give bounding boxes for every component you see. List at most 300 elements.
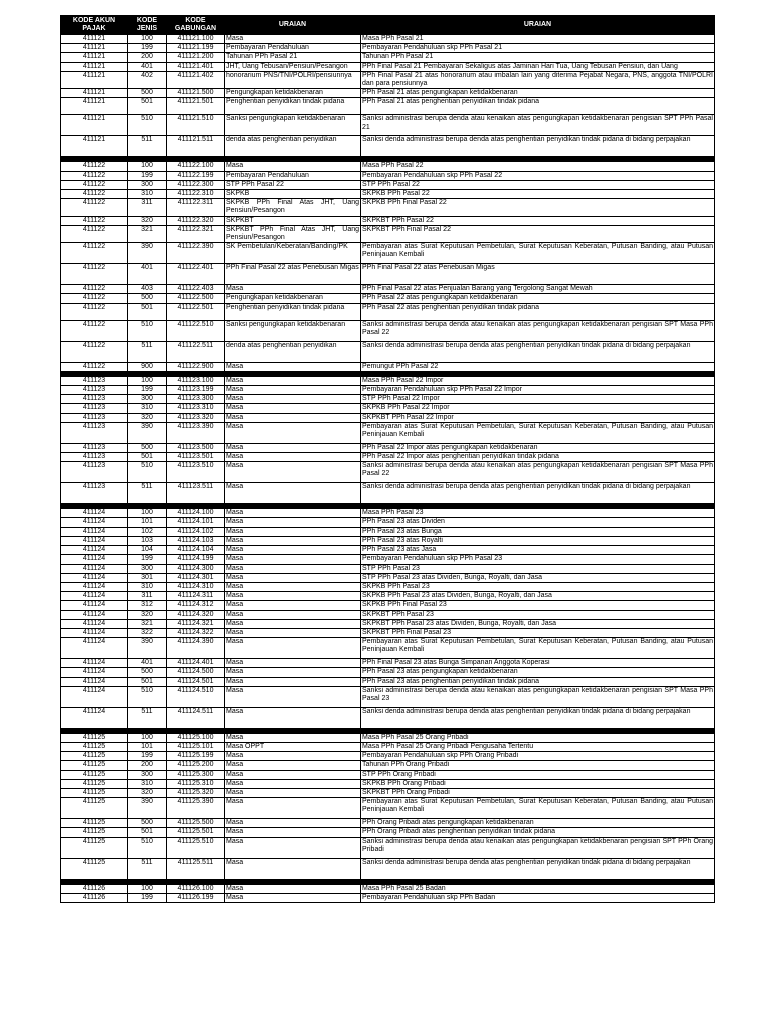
cell-uraian-long: SKPKBT PPh Pasal 23 atas Dividen, Bunga, Royalti, dan Jasa [361,619,715,628]
cell-kode-gabungan: 411123.390 [167,422,225,443]
cell-uraian-long: PPh Pasal 23 atas penghentian penyidikan tindak pidana [361,677,715,686]
table-row [61,770,715,779]
cell-uraian-short: Masa [225,733,361,742]
cell-kode-jenis: 321 [128,619,167,628]
cell-kode-jenis: 300 [128,564,167,573]
table-row [61,884,715,893]
table-body [61,35,715,903]
cell-kode-jenis: 104 [128,546,167,555]
table-row [61,686,715,707]
table-row [61,180,715,189]
cell-uraian-long: PPh Pasal 22 atas penghentian penyidikan tindak pidana [361,303,715,320]
cell-uraian-short: Masa [225,819,361,828]
cell-kode-jenis: 510 [128,837,167,858]
cell-kode-gabungan: 411123.510 [167,462,225,483]
cell-kode-gabungan: 411124.312 [167,601,225,610]
cell-kode-jenis: 500 [128,89,167,98]
cell-kode-gabungan: 411124.102 [167,527,225,536]
cell-kode-gabungan: 411124.100 [167,509,225,518]
cell-kode-jenis: 310 [128,582,167,591]
table-row [61,798,715,819]
cell-uraian-long: Sanksi administrasi berupa denda atau kenaikan atas pengungkapan ketidakbenaran pengisian SPT PPh Pasal 21 [361,115,715,136]
cell-uraian-short: SKPKB PPh Final Atas JHT, Uang Pensiun/Pesangon [226,199,359,215]
cell-kode-akun-pajak: 411121 [61,44,128,53]
cell-uraian-long: PPh Final Pasal 23 atas Bunga Simpanan Anggota Koperasi [361,659,715,668]
cell-kode-jenis: 312 [128,601,167,610]
cell-kode-jenis: 199 [128,555,167,564]
cell-kode-jenis: 401 [128,62,167,71]
cell-kode-gabungan: 411125.501 [167,828,225,837]
cell-uraian-long: Masa PPh Pasal 25 Orang Pribadi Pengusaha Tertentu [361,742,715,751]
cell-kode-gabungan: 411121.510 [167,115,225,136]
cell-uraian-long: SKPKBT PPh Pasal 22 [361,216,715,225]
cell-kode-gabungan: 411124.300 [167,564,225,573]
cell-uraian-short: honorarium PNS/TNI/POLRI/pensiunnya [225,71,361,88]
table-header [61,16,715,35]
cell-uraian-long: SKPKB PPh Pasal 22 [361,190,715,199]
cell-uraian-short: Masa [225,858,361,879]
cell-kode-akun-pajak: 411123 [61,462,128,483]
table-row [61,582,715,591]
cell-kode-gabungan: 411125.310 [167,779,225,788]
cell-kode-akun-pajak: 411122 [61,171,128,180]
cell-uraian-short: Masa [225,376,361,385]
cell-kode-akun-pajak: 411124 [61,509,128,518]
cell-kode-akun-pajak: 411125 [61,742,128,751]
cell-uraian-long: SKPKB PPh Orang Pribadi [361,779,715,788]
cell-uraian-short: SKPKBT PPh Final Atas JHT, Uang Pensiun/Pesangon [226,225,359,242]
table-row [61,243,715,264]
cell-uraian-long: STP PPh Pasal 22 [361,180,715,189]
cell-kode-gabungan: 411122.320 [167,216,225,225]
cell-kode-gabungan: 411124.104 [167,546,225,555]
cell-uraian-long: Tahunan PPh Pasal 21 [361,53,715,62]
cell-kode-akun-pajak: 411125 [61,828,128,837]
cell-uraian-long: Sanksi administrasi berupa denda atau kenaikan atas pengungkapan ketidakbenaran pengisian SPT Masa PPh Pasal 23 [361,686,715,707]
cell-kode-jenis: 501 [128,828,167,837]
cell-kode-akun-pajak: 411125 [61,733,128,742]
cell-uraian-short: Masa [225,779,361,788]
cell-uraian-short: Masa [225,893,361,902]
cell-kode-jenis: 900 [128,362,167,371]
cell-kode-gabungan: 411124.301 [167,573,225,582]
cell-uraian-short: Masa [225,677,361,686]
cell-kode-jenis: 101 [128,742,167,751]
table-row [61,619,715,628]
cell-kode-jenis: 510 [128,462,167,483]
cell-kode-gabungan: 411124.401 [167,659,225,668]
cell-uraian-short: Masa [225,828,361,837]
cell-uraian-long: STP PPh Pasal 23 atas Dividen, Bunga, Royalti, dan Jasa [361,573,715,582]
table-row [61,828,715,837]
cell-uraian-long: SKPKB PPh Pasal 23 atas Dividen, Bunga, Royalti, dan Jasa [361,592,715,601]
cell-kode-akun-pajak: 411121 [61,89,128,98]
cell-uraian-long: PPh Pasal 22 Impor atas pengungkapan ketidakbenaran [361,443,715,452]
cell-uraian-short: Masa [225,483,361,504]
cell-uraian-long: PPh Final Pasal 21 atas honorarium atau imbalan lain yang diterima Pejabat Negara, PNS, anggota TNI/POLRI dan para pensiunnya [362,71,713,88]
cell-kode-akun-pajak: 411124 [61,638,128,659]
table-row [61,628,715,637]
cell-uraian-short: Masa [225,564,361,573]
cell-uraian-long: Sanksi denda administrasi berupa denda atas penghentian penyidikan tindak pidana di bidang perpajakan [361,707,715,728]
cell-kode-gabungan: 411122.300 [167,180,225,189]
cell-uraian-short: Masa [225,659,361,668]
cell-uraian-long: STP PPh Orang Pribadi [361,770,715,779]
cell-uraian-long: Pembayaran atas Surat Keputusan Pembetulan, Surat Keputusan Keberatan, Putusan Banding, atau Putusan Peninjauan Kembali [361,798,715,819]
cell-uraian-long: Masa PPh Pasal 25 Orang Pribadi [361,733,715,742]
header-kode-gabungan: KODE GABUNGAN [167,16,225,35]
cell-kode-gabungan: 411123.199 [167,386,225,395]
cell-kode-gabungan: 411122.401 [167,264,225,285]
table-row [61,136,715,157]
cell-kode-jenis: 320 [128,413,167,422]
cell-uraian-short: SKPKB [225,190,361,199]
cell-uraian-long: Masa PPh Pasal 21 [361,35,715,44]
table-row [61,162,715,171]
cell-kode-akun-pajak: 411125 [61,770,128,779]
cell-kode-akun-pajak: 411125 [61,788,128,797]
table-row [61,199,715,216]
cell-kode-jenis: 100 [128,35,167,44]
cell-kode-gabungan: 411122.100 [167,162,225,171]
cell-kode-jenis: 200 [128,761,167,770]
table-row [61,707,715,728]
cell-kode-akun-pajak: 411122 [61,294,128,303]
cell-uraian-long: STP PPh Pasal 23 [361,564,715,573]
table-row [61,518,715,527]
cell-uraian-short: Penghentian penyidikan tindak pidana [225,303,361,320]
table-row [61,742,715,751]
cell-kode-akun-pajak: 411124 [61,668,128,677]
cell-kode-akun-pajak: 411124 [61,573,128,582]
cell-kode-akun-pajak: 411121 [61,35,128,44]
table-row [61,483,715,504]
cell-kode-akun-pajak: 411123 [61,483,128,504]
cell-kode-jenis: 403 [128,285,167,294]
cell-kode-gabungan: 411125.511 [167,858,225,879]
cell-kode-akun-pajak: 411125 [61,858,128,879]
cell-uraian-short: Masa [225,761,361,770]
cell-kode-jenis: 500 [128,668,167,677]
cell-kode-akun-pajak: 411123 [61,395,128,404]
cell-kode-akun-pajak: 411124 [61,564,128,573]
cell-kode-jenis: 100 [128,733,167,742]
cell-kode-akun-pajak: 411121 [61,98,128,115]
cell-uraian-short: Masa [225,592,361,601]
cell-kode-gabungan: 411126.100 [167,884,225,893]
cell-kode-akun-pajak: 411125 [61,798,128,819]
header-uraian-long: URAIAN [361,16,715,35]
table-row [61,573,715,582]
cell-kode-jenis: 310 [128,779,167,788]
table-row [61,171,715,180]
cell-kode-gabungan: 411124.199 [167,555,225,564]
cell-uraian-short: Masa [225,668,361,677]
tax-code-sheet [60,15,714,903]
cell-uraian-long: Sanksi denda administrasi berupa denda atas penghentian penyidikan tindak pidana di bidang perpajakan [361,136,715,157]
table-row [61,320,715,341]
cell-kode-jenis: 390 [128,638,167,659]
header-kode-jenis: KODE JENIS [128,16,167,35]
cell-kode-jenis: 102 [128,527,167,536]
cell-kode-jenis: 501 [128,453,167,462]
cell-kode-akun-pajak: 411124 [61,536,128,545]
cell-kode-jenis: 311 [128,592,167,601]
table-row [61,546,715,555]
cell-uraian-short: SKPKBT [225,216,361,225]
cell-kode-akun-pajak: 411124 [61,686,128,707]
cell-kode-jenis: 511 [128,707,167,728]
cell-kode-gabungan: 411123.500 [167,443,225,452]
cell-kode-gabungan: 411124.500 [167,668,225,677]
cell-kode-akun-pajak: 411123 [61,453,128,462]
cell-kode-gabungan: 411122.501 [167,303,225,320]
cell-uraian-short: Pengungkapan ketidakbenaran [225,89,361,98]
cell-uraian-short: Masa [225,386,361,395]
cell-kode-gabungan: 411124.321 [167,619,225,628]
cell-uraian-short: Masa [225,162,361,171]
cell-uraian-long: SKPKB PPh Pasal 22 Impor [361,404,715,413]
table-row [61,395,715,404]
cell-uraian-long: SKPKBT PPh Final Pasal 22 [361,225,715,242]
cell-kode-akun-pajak: 411124 [61,619,128,628]
cell-kode-gabungan: 411122.310 [167,190,225,199]
cell-uraian-short: Masa [225,770,361,779]
cell-kode-jenis: 510 [128,115,167,136]
cell-kode-gabungan: 411125.300 [167,770,225,779]
cell-uraian-long: Masa PPh Pasal 23 [361,509,715,518]
cell-kode-jenis: 300 [128,770,167,779]
cell-kode-jenis: 320 [128,788,167,797]
cell-kode-jenis: 390 [128,798,167,819]
cell-uraian-long: SKPKBT PPh Final Pasal 23 [361,628,715,637]
cell-uraian-long: PPh Final Pasal 22 atas Penebusan Migas [361,264,715,285]
cell-uraian-long: PPh Orang Pribadi atas pengungkapan ketidakbenaran [361,819,715,828]
table-row [61,536,715,545]
cell-uraian-short: Masa [225,628,361,637]
table-row [61,404,715,413]
cell-kode-gabungan: 411122.199 [167,171,225,180]
cell-uraian-long: Masa PPh Pasal 22 [361,162,715,171]
table-row [61,453,715,462]
table-row [61,443,715,452]
table-row [61,303,715,320]
cell-kode-jenis: 390 [128,422,167,443]
table-row [61,386,715,395]
cell-uraian-short: denda atas penghentian penyidikan [225,341,361,362]
cell-kode-jenis: 199 [128,893,167,902]
cell-uraian-long: Sanksi administrasi berupa denda atau kenaikan atas pengungkapan ketidakbenaran pengisian SPT Masa PPh Pasal 22 [361,462,715,483]
cell-kode-jenis: 200 [128,53,167,62]
cell-kode-gabungan: 411124.311 [167,592,225,601]
cell-uraian-short: Pembayaran Pendahuluan [225,171,361,180]
cell-kode-jenis: 199 [128,44,167,53]
cell-uraian-short: Pembayaran Pendahuluan [225,44,361,53]
cell-kode-akun-pajak: 411124 [61,555,128,564]
cell-kode-jenis: 510 [128,320,167,341]
cell-uraian-short: Masa [225,582,361,591]
cell-uraian-short: Masa [225,601,361,610]
cell-uraian-long: PPh Pasal 23 atas Jasa [361,546,715,555]
table-row [61,893,715,902]
cell-kode-jenis: 511 [128,483,167,504]
cell-kode-jenis: 500 [128,294,167,303]
table-row [61,659,715,668]
cell-uraian-long: Pembayaran Pendahuluan skp PPh Orang Pribadi [361,752,715,761]
cell-kode-gabungan: 411124.320 [167,610,225,619]
cell-uraian-short: Masa [225,527,361,536]
cell-uraian-short: Masa [225,453,361,462]
cell-uraian-long: STP PPh Pasal 22 Impor [361,395,715,404]
cell-kode-gabungan: 411124.511 [167,707,225,728]
table-row [61,62,715,71]
table-row [61,638,715,659]
cell-kode-akun-pajak: 411121 [61,53,128,62]
cell-kode-akun-pajak: 411124 [61,592,128,601]
table-row [61,413,715,422]
cell-uraian-short: Masa [225,837,361,858]
cell-uraian-long: SKPKB PPh Final Pasal 22 [361,199,715,216]
cell-uraian-long: Sanksi denda administrasi berupa denda atas penghentian penyidikan tindak pidana di bidang perpajakan [361,858,715,879]
cell-kode-akun-pajak: 411122 [61,341,128,362]
cell-uraian-short: Penghentian penyidikan tindak pidana [225,98,361,115]
cell-uraian-long: PPh Final Pasal 21 Pembayaran Sekaligus atas Jaminan Hari Tua, Uang Tebusan Pensiun, dan Uang [361,62,715,71]
cell-kode-akun-pajak: 411125 [61,779,128,788]
cell-uraian-long: Pembayaran Pendahuluan skp PPh Badan [361,893,715,902]
cell-uraian-short: Masa [225,884,361,893]
cell-kode-gabungan: 411125.199 [167,752,225,761]
cell-uraian-long: Pembayaran atas Surat Keputusan Pembetulan, Surat Keputusan Keberatan, Putusan Banding, atau Putusan Peninjauan Kembali [361,243,715,264]
cell-uraian-short: Masa [225,798,361,819]
table-row [61,677,715,686]
cell-uraian-long: Pembayaran Pendahuluan skp PPh Pasal 22 Impor [361,386,715,395]
cell-uraian-long: SKPKBT PPh Pasal 22 Impor [361,413,715,422]
table-row [61,341,715,362]
cell-kode-akun-pajak: 411121 [61,62,128,71]
cell-kode-akun-pajak: 411124 [61,707,128,728]
cell-kode-akun-pajak: 411123 [61,386,128,395]
cell-kode-gabungan: 411123.511 [167,483,225,504]
cell-uraian-short: Masa [225,536,361,545]
cell-kode-akun-pajak: 411124 [61,628,128,637]
cell-kode-akun-pajak: 411123 [61,443,128,452]
cell-uraian-short: Masa [225,546,361,555]
cell-kode-gabungan: 411122.321 [167,225,225,242]
cell-uraian-short: Masa [225,788,361,797]
cell-uraian-short: Masa [225,573,361,582]
cell-kode-akun-pajak: 411123 [61,413,128,422]
cell-uraian-long: SKPKB PPh Pasal 23 [361,582,715,591]
cell-kode-gabungan: 411122.390 [167,243,225,264]
table-row [61,858,715,879]
cell-kode-jenis: 199 [128,752,167,761]
cell-kode-gabungan: 411124.390 [167,638,225,659]
cell-kode-jenis: 402 [128,71,167,88]
cell-kode-gabungan: 411121.500 [167,89,225,98]
table-row [61,362,715,371]
table-row [61,668,715,677]
cell-kode-gabungan: 411124.101 [167,518,225,527]
cell-kode-gabungan: 411125.101 [167,742,225,751]
cell-kode-gabungan: 411123.501 [167,453,225,462]
cell-kode-jenis: 500 [128,819,167,828]
cell-kode-akun-pajak: 411122 [61,199,128,216]
cell-kode-gabungan: 411125.100 [167,733,225,742]
cell-uraian-short: Masa [225,518,361,527]
cell-kode-akun-pajak: 411122 [61,264,128,285]
cell-kode-jenis: 320 [128,216,167,225]
cell-uraian-long: Sanksi denda administrasi berupa denda atas penghentian penyidikan tindak pidana di bidang perpajakan [361,483,715,504]
cell-uraian-long: PPh Pasal 21 atas pengungkapan ketidakbenaran [361,89,715,98]
cell-kode-gabungan: 411124.510 [167,686,225,707]
table-row [61,98,715,115]
cell-kode-jenis: 401 [128,659,167,668]
cell-uraian-short: Masa [225,404,361,413]
cell-uraian-short: Masa [225,35,361,44]
cell-uraian-long: PPh Pasal 21 atas penghentian penyidikan tindak pidana [361,98,715,115]
table-row [61,44,715,53]
cell-uraian-long: Pembayaran Pendahuluan skp PPh Pasal 21 [361,44,715,53]
table-row [61,601,715,610]
cell-uraian-long: Pembayaran Pendahuluan skp PPh Pasal 22 [361,171,715,180]
cell-kode-akun-pajak: 411123 [61,404,128,413]
table-row [61,733,715,742]
cell-kode-jenis: 511 [128,858,167,879]
cell-kode-akun-pajak: 411124 [61,582,128,591]
cell-kode-akun-pajak: 411123 [61,422,128,443]
cell-kode-akun-pajak: 411124 [61,546,128,555]
cell-kode-jenis: 401 [128,264,167,285]
table-row [61,115,715,136]
cell-kode-gabungan: 411121.501 [167,98,225,115]
cell-kode-akun-pajak: 411125 [61,837,128,858]
cell-uraian-short: Masa [225,395,361,404]
cell-uraian-long: PPh Pasal 22 Impor atas penghentian penyidikan tindak pidana [361,453,715,462]
table-row [61,592,715,601]
table-row [61,610,715,619]
cell-kode-gabungan: 411122.510 [167,320,225,341]
cell-kode-gabungan: 411124.103 [167,536,225,545]
cell-kode-gabungan: 411121.199 [167,44,225,53]
cell-kode-akun-pajak: 411125 [61,761,128,770]
cell-uraian-short: Masa [225,462,361,483]
cell-uraian-long: PPh Pasal 23 atas Dividen [361,518,715,527]
cell-kode-gabungan: 411121.511 [167,136,225,157]
cell-uraian-short: Sanksi pengungkapan ketidakbenaran [225,320,361,341]
cell-uraian-long: PPh Pasal 22 atas pengungkapan ketidakbenaran [361,294,715,303]
cell-uraian-long: Masa PPh Pasal 22 Impor [361,376,715,385]
cell-uraian-long: Pembayaran atas Surat Keputusan Pembetulan, Surat Keputusan Keberatan, Putusan Banding, atau Putusan Peninjauan Kembali [361,638,715,659]
cell-uraian-long: Sanksi denda administrasi berupa denda atas penghentian penyidikan tindak pidana di bidang perpajakan [361,341,715,362]
table-row [61,819,715,828]
cell-kode-akun-pajak: 411124 [61,527,128,536]
cell-kode-akun-pajak: 411125 [61,819,128,828]
cell-uraian-short: Masa [225,509,361,518]
cell-kode-akun-pajak: 411122 [61,285,128,294]
cell-kode-jenis: 501 [128,303,167,320]
cell-kode-jenis: 511 [128,136,167,157]
cell-kode-jenis: 100 [128,509,167,518]
cell-kode-gabungan: 411125.500 [167,819,225,828]
cell-kode-gabungan: 411123.300 [167,395,225,404]
cell-uraian-short: denda atas penghentian penyidikan [225,136,361,157]
cell-uraian-short: Masa [225,686,361,707]
cell-kode-akun-pajak: 411122 [61,320,128,341]
cell-kode-gabungan: 411123.320 [167,413,225,422]
cell-kode-jenis: 100 [128,162,167,171]
cell-kode-jenis: 101 [128,518,167,527]
table-row [61,779,715,788]
